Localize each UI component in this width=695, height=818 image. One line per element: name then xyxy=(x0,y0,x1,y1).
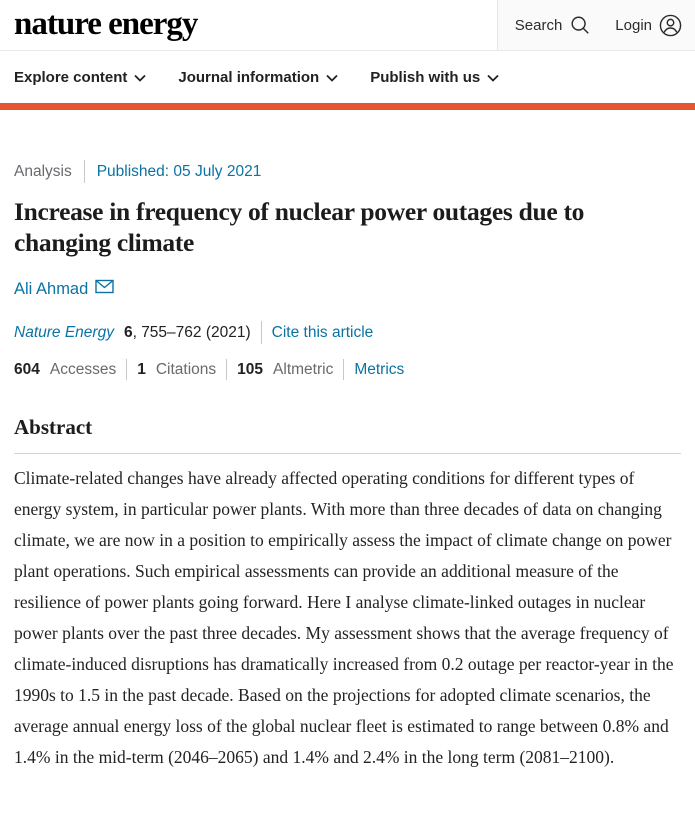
divider xyxy=(343,359,344,380)
divider xyxy=(126,359,127,380)
journal-logo[interactable]: nature energy xyxy=(14,6,198,42)
search-label: Search xyxy=(514,16,563,34)
user-account-icon xyxy=(659,14,682,37)
altmetric-label: Altmetric xyxy=(273,360,334,378)
divider xyxy=(226,359,227,380)
abstract-divider xyxy=(14,453,681,454)
nav-label: Explore content xyxy=(14,68,128,86)
citations-label: Citations xyxy=(155,360,217,378)
journal-link[interactable]: Nature Energy xyxy=(14,323,114,341)
chevron-down-icon xyxy=(326,69,338,86)
volume: 6 xyxy=(123,323,133,341)
search-button[interactable] xyxy=(515,14,592,36)
nav-label: Publish with us xyxy=(370,68,481,86)
search-icon xyxy=(569,14,591,36)
metrics-link[interactable]: Metrics xyxy=(354,360,405,378)
altmetric-count: 105 xyxy=(237,360,264,378)
site-header xyxy=(0,0,695,51)
author-row xyxy=(14,279,681,299)
citation-row xyxy=(14,321,681,344)
article-title: Increase in frequency of nuclear power outages due to changing climate xyxy=(14,197,585,258)
nav-publish-with-us[interactable] xyxy=(370,69,499,86)
nav-explore-content[interactable] xyxy=(14,69,146,86)
metrics-row xyxy=(14,359,681,380)
journal-accent-bar xyxy=(0,103,695,110)
cite-this-article-link[interactable]: Cite this article xyxy=(271,323,374,341)
chevron-down-icon xyxy=(134,69,146,86)
article-type-link[interactable]: Analysis xyxy=(14,162,72,180)
pages: , 755–762 (2021) xyxy=(132,323,251,341)
published-date: Published: 05 July 2021 xyxy=(96,162,262,180)
email-icon[interactable] xyxy=(95,279,114,299)
accesses-label: Accesses xyxy=(49,360,117,378)
abstract-heading: Abstract xyxy=(14,415,93,440)
author-link[interactable]: Ali Ahmad xyxy=(14,279,89,298)
login-button[interactable] xyxy=(615,14,682,37)
citation-volume-pages xyxy=(124,324,251,342)
login-label: Login xyxy=(615,16,652,34)
divider xyxy=(261,321,262,344)
accesses-count: 604 xyxy=(14,360,40,378)
chevron-down-icon xyxy=(487,69,499,86)
citations-count: 1 xyxy=(137,360,146,378)
site-nav xyxy=(0,51,695,103)
article-meta xyxy=(14,160,681,183)
nav-label: Journal information xyxy=(178,68,320,86)
nav-journal-information[interactable] xyxy=(178,69,338,86)
abstract-text: Climate-related changes have already affected operating conditions for different types of energy system, in particular power plants. With more than three decades of data on changing climate, we are now in a position to empirically assess the impact of climate change on power plant operations. Such empirical assessments can provide an additional measure of the resilience of power plants going forward. Here I analyse climate-linked outages in nuclear power plants over the past three decades. My assessment shows that the average frequency of climate-induced disruptions has dramatically increased from 0.2 outage per reactor-year in the 1990s to 1.5 in the past decade. Based on the projections for adopted climate scenarios, the average annual energy loss of the global nuclear fleet is estimated to range between 0.8% and 1.4% in the mid-term (2046–2065) and 1.4% and 2.4% in the long term (2081–2100). xyxy=(14,468,674,768)
divider xyxy=(84,160,85,183)
header-actions xyxy=(497,0,695,50)
article-main xyxy=(0,160,695,773)
